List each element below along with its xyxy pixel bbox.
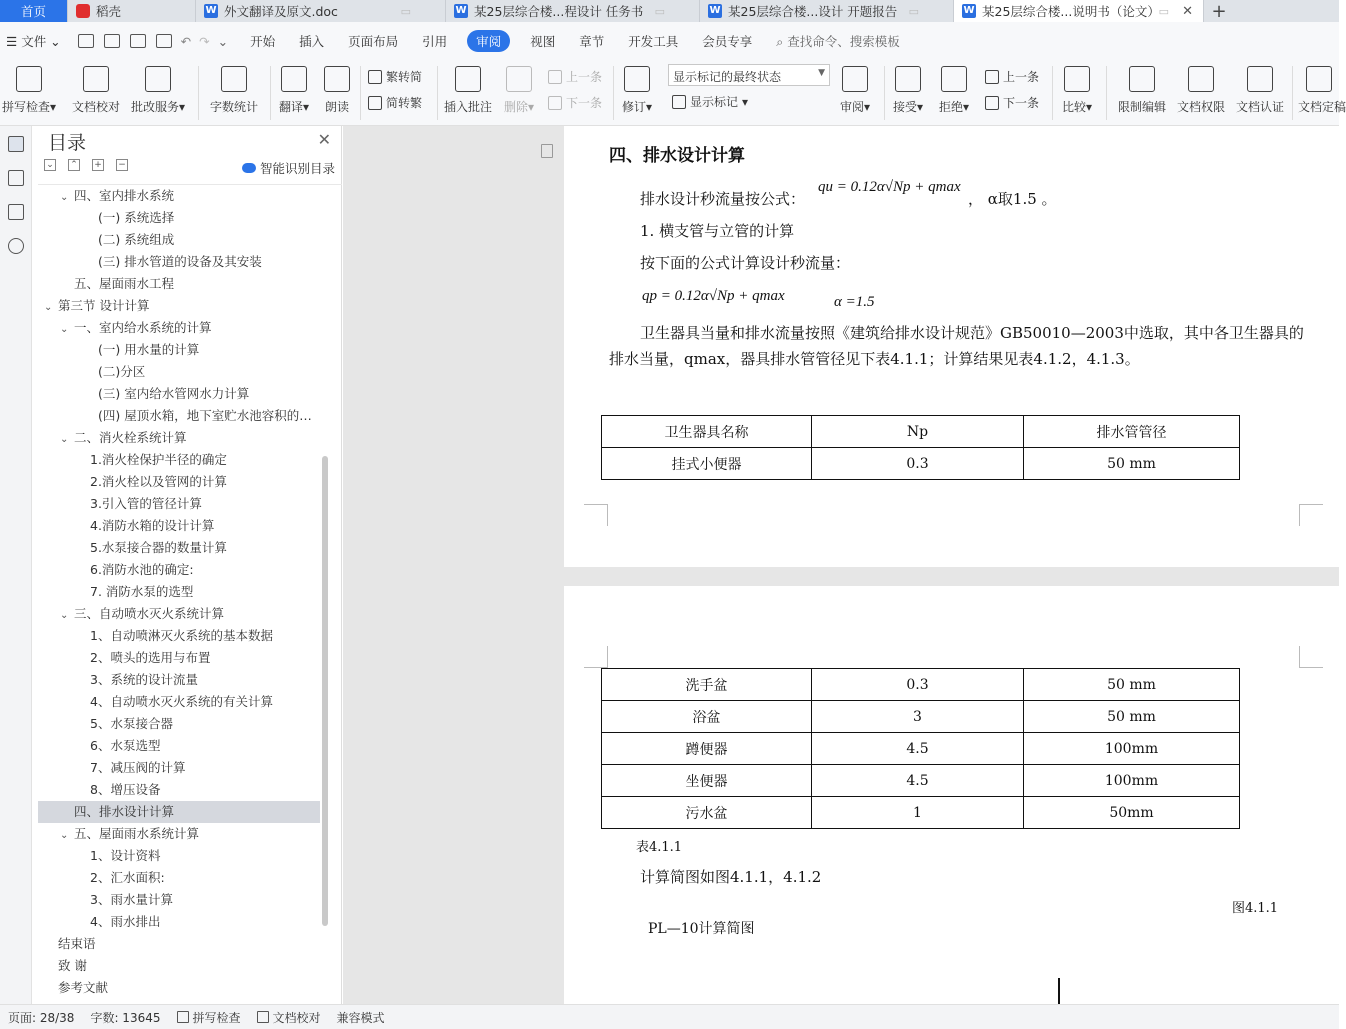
quick-access-more-icon[interactable]: ⌄ <box>217 33 229 49</box>
toc-list <box>38 184 342 996</box>
toc-item-label: 参考文献 <box>58 980 109 995</box>
toc-item[interactable] <box>38 911 320 933</box>
print-preview-icon[interactable] <box>156 34 172 48</box>
tab-daoke[interactable] <box>68 0 196 22</box>
fixture-table <box>601 415 1240 480</box>
table-cell: 污水盆 <box>602 797 812 829</box>
table-header-cell: 卫生器具名称 <box>602 416 812 448</box>
toc-item[interactable] <box>38 493 320 515</box>
doc-paragraph: 按下面的公式计算设计秒流量： <box>640 254 851 272</box>
monitor-icon: ▭ <box>1158 4 1169 18</box>
restrict-edit-label: 限制编辑 <box>1118 100 1167 114</box>
table-cell: 4.5 <box>812 733 1024 765</box>
doc-permission-label: 文档权限 <box>1177 100 1226 114</box>
tab-doc-thesis[interactable] <box>954 0 1204 22</box>
read-aloud-button[interactable] <box>324 64 350 115</box>
file-menu[interactable]: ☰ 文件 ⌄ <box>6 34 61 49</box>
tab-label: 某25层综合楼...说明书（论文） <box>982 4 1160 19</box>
tab-bar <box>0 0 1339 22</box>
page-indicator[interactable]: 页面: 28/38 <box>8 1010 75 1025</box>
compare-label: 比较 <box>1062 100 1087 114</box>
table-row <box>602 701 1240 733</box>
prev-comment-button[interactable] <box>548 68 602 85</box>
tab-label: 某25层综合楼...程设计 任务书 <box>474 4 644 19</box>
toc-item[interactable] <box>38 339 320 361</box>
toc-item-label: 二、消火栓系统计算 <box>74 430 187 445</box>
toc-item-label: 1、自动喷淋灭火系统的基本数据 <box>90 628 273 643</box>
menu-reference[interactable]: 引用 <box>422 34 448 49</box>
text-cursor <box>1058 978 1060 1004</box>
command-search[interactable] <box>764 32 912 50</box>
table-cell: 50 mm <box>1024 701 1240 733</box>
restrict-edit-icon <box>1129 66 1155 92</box>
doc-certify-button[interactable] <box>1236 64 1284 115</box>
doc-proof-button[interactable] <box>72 64 120 115</box>
doc-finalize-label: 文档定稿 <box>1298 100 1346 114</box>
add-heading-icon[interactable]: + <box>92 159 104 171</box>
monitor-icon: ▭ <box>908 4 919 18</box>
reject-label: 拒绝 <box>939 100 964 114</box>
toc-item[interactable] <box>38 559 320 581</box>
toc-item-label: 1、设计资料 <box>90 848 161 863</box>
toc-item[interactable] <box>38 955 320 977</box>
table-row <box>602 765 1240 797</box>
cloud-icon <box>242 163 256 173</box>
ribbon-divider <box>884 66 885 120</box>
accept-icon <box>895 66 921 92</box>
ribbon-divider <box>198 66 199 120</box>
toc-item[interactable] <box>38 251 320 273</box>
word-count-icon <box>221 66 247 92</box>
spell-check-status-label: 拼写检查 <box>192 1010 241 1025</box>
revise-icon <box>624 66 650 92</box>
table-header-cell: 排水管管径 <box>1024 416 1240 448</box>
formula-qp: qp = 0.12α√Np + qmax <box>642 288 785 304</box>
toc-item[interactable] <box>38 185 320 207</box>
crop-mark <box>1299 646 1323 668</box>
simp-to-trad-button[interactable] <box>368 94 422 111</box>
accept-label: 接受 <box>893 100 918 114</box>
table-caption: 表4.1.1 <box>636 840 683 855</box>
toc-item[interactable] <box>38 867 320 889</box>
toc-item[interactable] <box>38 735 320 757</box>
proof-icon <box>257 1011 269 1023</box>
accept-button[interactable]: 接受▾ <box>893 64 923 115</box>
doc-certify-label: 文档认证 <box>1236 100 1285 114</box>
table-cell: 50 mm <box>1024 669 1240 701</box>
trad-to-simp-button[interactable] <box>368 68 422 85</box>
table-header-cell: Np <box>812 416 1024 448</box>
doc-proof-status-label: 文档校对 <box>272 1010 321 1025</box>
tab-label: 某25层综合楼...设计 开题报告 <box>728 4 898 19</box>
spell-check-icon <box>16 66 42 92</box>
document-page <box>564 586 1339 1004</box>
table-row <box>602 448 1240 480</box>
tab-doc-task[interactable] <box>446 0 700 22</box>
table-cell: 0.3 <box>812 669 1024 701</box>
show-markup-label: 显示标记 <box>690 95 739 109</box>
toc-item-label: (二)分区 <box>98 364 146 379</box>
tab-label: 外文翻译及原文.doc <box>224 4 338 19</box>
read-aloud-icon <box>324 66 350 92</box>
word-doc-icon: W <box>455 5 467 16</box>
next-comment-icon <box>548 96 562 110</box>
toc-item-label: 四、排水设计计算 <box>74 804 175 819</box>
toc-item-label: 3、雨水量计算 <box>90 892 173 907</box>
page-view-icon[interactable] <box>541 144 553 158</box>
crop-mark <box>1299 504 1323 526</box>
prev-comment-label: 上一条 <box>566 70 603 84</box>
toc-item[interactable] <box>38 713 320 735</box>
doc-paragraph: 计算简图如图4.1.1，4.1.2 <box>640 868 822 886</box>
toc-item-label: (四) 屋顶水箱，地下室贮水池容积的… <box>98 408 312 423</box>
compare-button[interactable]: 比较▾ <box>1062 64 1092 115</box>
menu-devtools[interactable]: 开发工具 <box>628 34 679 49</box>
doc-paragraph: 卫生器具当量和排水流量按照《建筑给排水设计规范》GB50010—2003中选取，其中各卫生器具的 <box>640 324 1304 342</box>
section-heading: 四、排水设计计算 <box>609 146 745 166</box>
table-cell: 50mm <box>1024 797 1240 829</box>
figure-title: PL—10计算简图 <box>648 921 755 937</box>
simp-to-trad-label: 简转繁 <box>386 96 423 110</box>
toc-item[interactable] <box>38 471 320 493</box>
revise-label: 修订 <box>622 100 647 114</box>
markup-state-value: 显示标记的最终状态 <box>673 70 782 84</box>
menu-chapter[interactable]: 章节 <box>579 34 605 49</box>
toc-item[interactable] <box>38 449 320 471</box>
reject-icon <box>941 66 967 92</box>
table-cell: 100mm <box>1024 765 1240 797</box>
toc-item[interactable] <box>38 823 320 845</box>
prev-comment-icon <box>548 70 562 84</box>
figure-caption: 图4.1.1 <box>1232 901 1279 916</box>
toc-title: 目录 <box>48 132 87 154</box>
translate-button[interactable]: 翻译▾ <box>279 64 309 115</box>
collapse-all-icon[interactable]: ⌄ <box>44 159 56 171</box>
close-icon[interactable]: ✕ <box>317 130 331 149</box>
batch-service-label: 批改服务 <box>131 100 180 114</box>
next-change-button[interactable] <box>985 94 1039 111</box>
spell-check-button[interactable]: 拼写检查▾ <box>2 64 56 115</box>
toc-item-label: 7. 消防水泵的选型 <box>90 584 194 599</box>
toc-item-label: 2、喷头的选用与布置 <box>90 650 211 665</box>
toc-item-label: 3.引入管的管径计算 <box>90 496 202 511</box>
chevron-down-icon[interactable]: ⌄ <box>60 434 69 445</box>
toc-item-label: (三) 排水管道的设备及其安装 <box>98 254 262 269</box>
toc-item[interactable] <box>38 933 320 955</box>
toc-item-label: 8、增压设备 <box>90 782 161 797</box>
monitor-icon: ▭ <box>400 4 411 18</box>
toc-item[interactable] <box>38 383 320 405</box>
ribbon-divider <box>613 66 614 120</box>
status-bar <box>0 1004 1339 1029</box>
toc-item[interactable] <box>38 229 320 251</box>
chevron-down-icon[interactable]: ⌄ <box>60 324 69 335</box>
redo-icon[interactable]: ↷ <box>199 33 210 49</box>
toc-panel-icon[interactable] <box>8 136 24 152</box>
menu-bar <box>0 22 1339 60</box>
toc-item-label: 6、水泵选型 <box>90 738 161 753</box>
table-cell: 洗手盆 <box>602 669 812 701</box>
toc-item-label: 一、室内给水系统的计算 <box>74 320 212 335</box>
review-pane-icon <box>842 66 868 92</box>
ribbon-divider <box>1052 66 1053 120</box>
menu-layout[interactable]: 页面布局 <box>348 34 399 49</box>
markup-state-select[interactable] <box>668 64 830 86</box>
toc-item-label: 第三节 设计计算 <box>58 298 150 313</box>
menu-view[interactable]: 视图 <box>530 34 556 49</box>
crop-mark <box>584 646 608 668</box>
chevron-down-icon: ▼ <box>818 68 825 78</box>
find-icon[interactable] <box>8 238 24 254</box>
toc-item-label: 5.水泵接合器的数量计算 <box>90 540 227 555</box>
toc-item[interactable] <box>38 427 320 449</box>
chevron-down-icon[interactable]: ⌄ <box>60 610 69 621</box>
word-doc-icon: W <box>709 5 721 16</box>
crop-mark <box>584 504 608 526</box>
reject-button[interactable]: 拒绝▾ <box>939 64 969 115</box>
toc-item[interactable] <box>38 361 320 383</box>
comment-icon <box>455 66 481 92</box>
table-cell: 浴盆 <box>602 701 812 733</box>
batch-service-button[interactable]: 批改服务▾ <box>131 64 185 115</box>
ribbon-divider <box>1106 66 1107 120</box>
smart-toc-button[interactable] <box>242 159 335 177</box>
next-comment-label: 下一条 <box>566 96 603 110</box>
delete-comment-button[interactable]: 删除▾ <box>504 64 534 115</box>
ribbon-divider <box>1292 66 1293 120</box>
document-area <box>343 126 1339 1004</box>
next-change-label: 下一条 <box>1003 96 1040 110</box>
next-comment-button[interactable] <box>548 94 602 111</box>
doc-permission-icon <box>1188 66 1214 92</box>
prev-change-icon <box>985 70 999 84</box>
toc-item-label: 五、屋面雨水系统计算 <box>74 826 200 841</box>
undo-icon[interactable]: ↶ <box>180 33 192 49</box>
tab-doc-proposal[interactable] <box>700 0 954 22</box>
word-count-label: 字数统计 <box>210 100 259 114</box>
table-cell: 100mm <box>1024 733 1240 765</box>
tab-label: 首页 <box>20 4 46 19</box>
fixture-table-continued <box>601 668 1240 829</box>
toc-item[interactable] <box>38 625 320 647</box>
toc-item[interactable] <box>38 845 320 867</box>
table-cell: 挂式小便器 <box>602 448 812 480</box>
alpha-note: ， α取1.5 。 <box>968 190 1057 208</box>
search-icon: ⌕ <box>776 34 784 49</box>
table-row <box>602 797 1240 829</box>
table-header-row <box>602 416 1240 448</box>
toc-item[interactable] <box>38 757 320 779</box>
doc-paragraph: 排水设计秒流量按公式： <box>640 190 806 208</box>
ribbon-divider <box>360 66 361 120</box>
toc-item[interactable] <box>38 295 320 317</box>
bookmark-icon[interactable] <box>8 204 24 220</box>
save-icon[interactable] <box>78 34 94 48</box>
file-menu-label: 文件 <box>21 34 47 49</box>
toc-item[interactable] <box>38 669 320 691</box>
toc-item[interactable] <box>38 977 320 999</box>
trad-to-simp-label: 繁转简 <box>386 70 423 84</box>
simp-trad-icon <box>368 96 382 110</box>
show-markup-button[interactable]: 显示标记 ▾ <box>672 93 748 110</box>
toc-item-label: 3、系统的设计流量 <box>90 672 198 687</box>
toc-item[interactable] <box>38 779 320 801</box>
smart-toc-label: 智能识别目录 <box>259 161 335 176</box>
table-cell: 1 <box>812 797 1024 829</box>
menu-start[interactable]: 开始 <box>250 34 276 49</box>
chevron-down-icon[interactable]: ⌄ <box>60 830 69 841</box>
translate-icon <box>281 66 307 92</box>
toc-item[interactable] <box>38 273 320 295</box>
toc-item-label: 6.消防水池的确定: <box>90 562 194 577</box>
monitor-icon: ▭ <box>654 4 665 18</box>
translate-label: 翻译 <box>279 100 304 114</box>
toc-item-label: 4、自动喷水灭火系统的有关计算 <box>90 694 273 709</box>
print-icon[interactable] <box>130 34 146 48</box>
chapter-nav-icon[interactable] <box>8 170 24 186</box>
word-count-button[interactable] <box>210 64 258 115</box>
doc-proof-icon <box>83 66 109 92</box>
restrict-edit-button[interactable] <box>1118 64 1166 115</box>
toc-item-label: 7、减压阀的计算 <box>90 760 186 775</box>
command-search-placeholder: 查找命令、搜索模板 <box>787 34 900 49</box>
prev-change-button[interactable] <box>985 68 1039 85</box>
export-icon[interactable] <box>104 34 120 48</box>
ribbon-divider <box>270 66 271 120</box>
toc-item[interactable] <box>38 317 320 339</box>
toc-item-label: 4.消防水箱的设计计算 <box>90 518 215 533</box>
revise-button[interactable]: 修订▾ <box>622 64 652 115</box>
toc-item-label: (二) 系统组成 <box>98 232 175 247</box>
expand-all-icon[interactable]: ⌃ <box>68 159 80 171</box>
remove-heading-icon[interactable]: − <box>116 159 128 171</box>
insert-comment-label: 插入批注 <box>444 100 493 114</box>
doc-certify-icon <box>1247 66 1273 92</box>
toc-item-label: 5、水泵接合器 <box>90 716 173 731</box>
close-tab-icon[interactable]: ✕ <box>1182 3 1193 19</box>
word-count-indicator[interactable]: 字数: 13645 <box>90 1010 161 1025</box>
doc-proof-toggle[interactable] <box>249 1009 329 1026</box>
menu-member[interactable]: 会员专享 <box>702 34 753 49</box>
review-pane-button[interactable]: 审阅▾ <box>840 64 870 115</box>
table-row <box>602 669 1240 701</box>
toc-item-label: 结束语 <box>58 936 96 951</box>
toc-item[interactable] <box>38 537 320 559</box>
toc-item[interactable] <box>38 647 320 669</box>
doc-finalize-icon <box>1306 66 1332 92</box>
word-doc-icon: W <box>963 5 975 16</box>
daoke-icon <box>76 4 90 18</box>
toc-item-label: 2.消火栓以及管网的计算 <box>90 474 227 489</box>
tab-label: 稻壳 <box>96 4 122 19</box>
table-cell: 0.3 <box>812 448 1024 480</box>
table-row <box>602 733 1240 765</box>
toc-item-label: 4、雨水排出 <box>90 914 161 929</box>
formula-qu: qu = 0.12α√Np + qmax <box>818 179 961 195</box>
menu-review[interactable]: 审阅 <box>467 30 510 52</box>
tab-doc-translation[interactable] <box>196 0 446 22</box>
doc-permission-button[interactable] <box>1177 64 1225 115</box>
toc-scrollbar[interactable] <box>322 456 328 926</box>
toc-item-label: 五、屋面雨水工程 <box>74 276 175 291</box>
batch-service-icon <box>145 66 171 92</box>
next-change-icon <box>985 96 999 110</box>
chevron-down-icon[interactable]: ⌄ <box>44 302 53 313</box>
toc-item[interactable] <box>38 207 320 229</box>
insert-comment-button[interactable] <box>444 64 492 115</box>
table-cell: 4.5 <box>812 765 1024 797</box>
word-doc-icon: W <box>205 5 217 16</box>
delete-comment-icon <box>506 66 532 92</box>
spell-check-toggle[interactable] <box>169 1009 249 1026</box>
toc-item-label: 三、自动喷水灭火系统计算 <box>74 606 225 621</box>
toc-item-label: (三) 室内给水管网水力计算 <box>98 386 250 401</box>
toc-item-label: 2、汇水面积: <box>90 870 165 885</box>
show-markup-icon <box>672 95 686 109</box>
read-aloud-label: 朗读 <box>324 100 349 114</box>
table-cell: 50 mm <box>1024 448 1240 480</box>
toc-item[interactable] <box>38 603 320 625</box>
toc-pane <box>32 126 342 1004</box>
new-tab-icon[interactable]: + <box>1211 0 1227 22</box>
spell-check-label: 拼写检查 <box>2 100 51 114</box>
menu-insert[interactable]: 插入 <box>299 34 325 49</box>
toc-item[interactable] <box>38 801 320 823</box>
ribbon-divider <box>437 66 438 120</box>
toc-item-label: 1.消火栓保护半径的确定 <box>90 452 227 467</box>
toc-item-label: 致 谢 <box>58 958 87 973</box>
checkbox-icon <box>177 1011 189 1023</box>
alpha-value: α =1.5 <box>834 294 875 310</box>
left-tool-strip <box>0 126 32 1004</box>
table-cell: 坐便器 <box>602 765 812 797</box>
compare-icon <box>1064 66 1090 92</box>
toc-item[interactable] <box>38 691 320 713</box>
compat-mode-indicator: 兼容模式 <box>336 1010 385 1025</box>
doc-subheading: 1. 横支管与立管的计算 <box>640 222 795 240</box>
toc-item[interactable] <box>38 889 320 911</box>
delete-comment-label: 删除 <box>504 100 529 114</box>
toc-item[interactable] <box>38 405 320 427</box>
table-cell: 蹲便器 <box>602 733 812 765</box>
document-page <box>564 126 1339 567</box>
review-pane-label: 审阅 <box>840 100 865 114</box>
chevron-down-icon[interactable]: ⌄ <box>60 192 69 203</box>
toc-item[interactable] <box>38 515 320 537</box>
prev-change-label: 上一条 <box>1003 70 1040 84</box>
doc-paragraph: 排水当量，qmax，器具排水管管径见下表4.1.1；计算结果见表4.1.2，4.1.3。 <box>609 350 1140 368</box>
doc-finalize-button[interactable] <box>1298 64 1346 115</box>
toc-item[interactable] <box>38 581 320 603</box>
toc-item-label: (一) 系统选择 <box>98 210 175 225</box>
table-cell: 3 <box>812 701 1024 733</box>
toc-item-label: (一) 用水量的计算 <box>98 342 200 357</box>
tab-home[interactable] <box>0 0 68 22</box>
trad-simp-icon <box>368 70 382 84</box>
toc-item-label: 四、室内排水系统 <box>74 188 175 203</box>
doc-proof-label: 文档校对 <box>72 100 121 114</box>
